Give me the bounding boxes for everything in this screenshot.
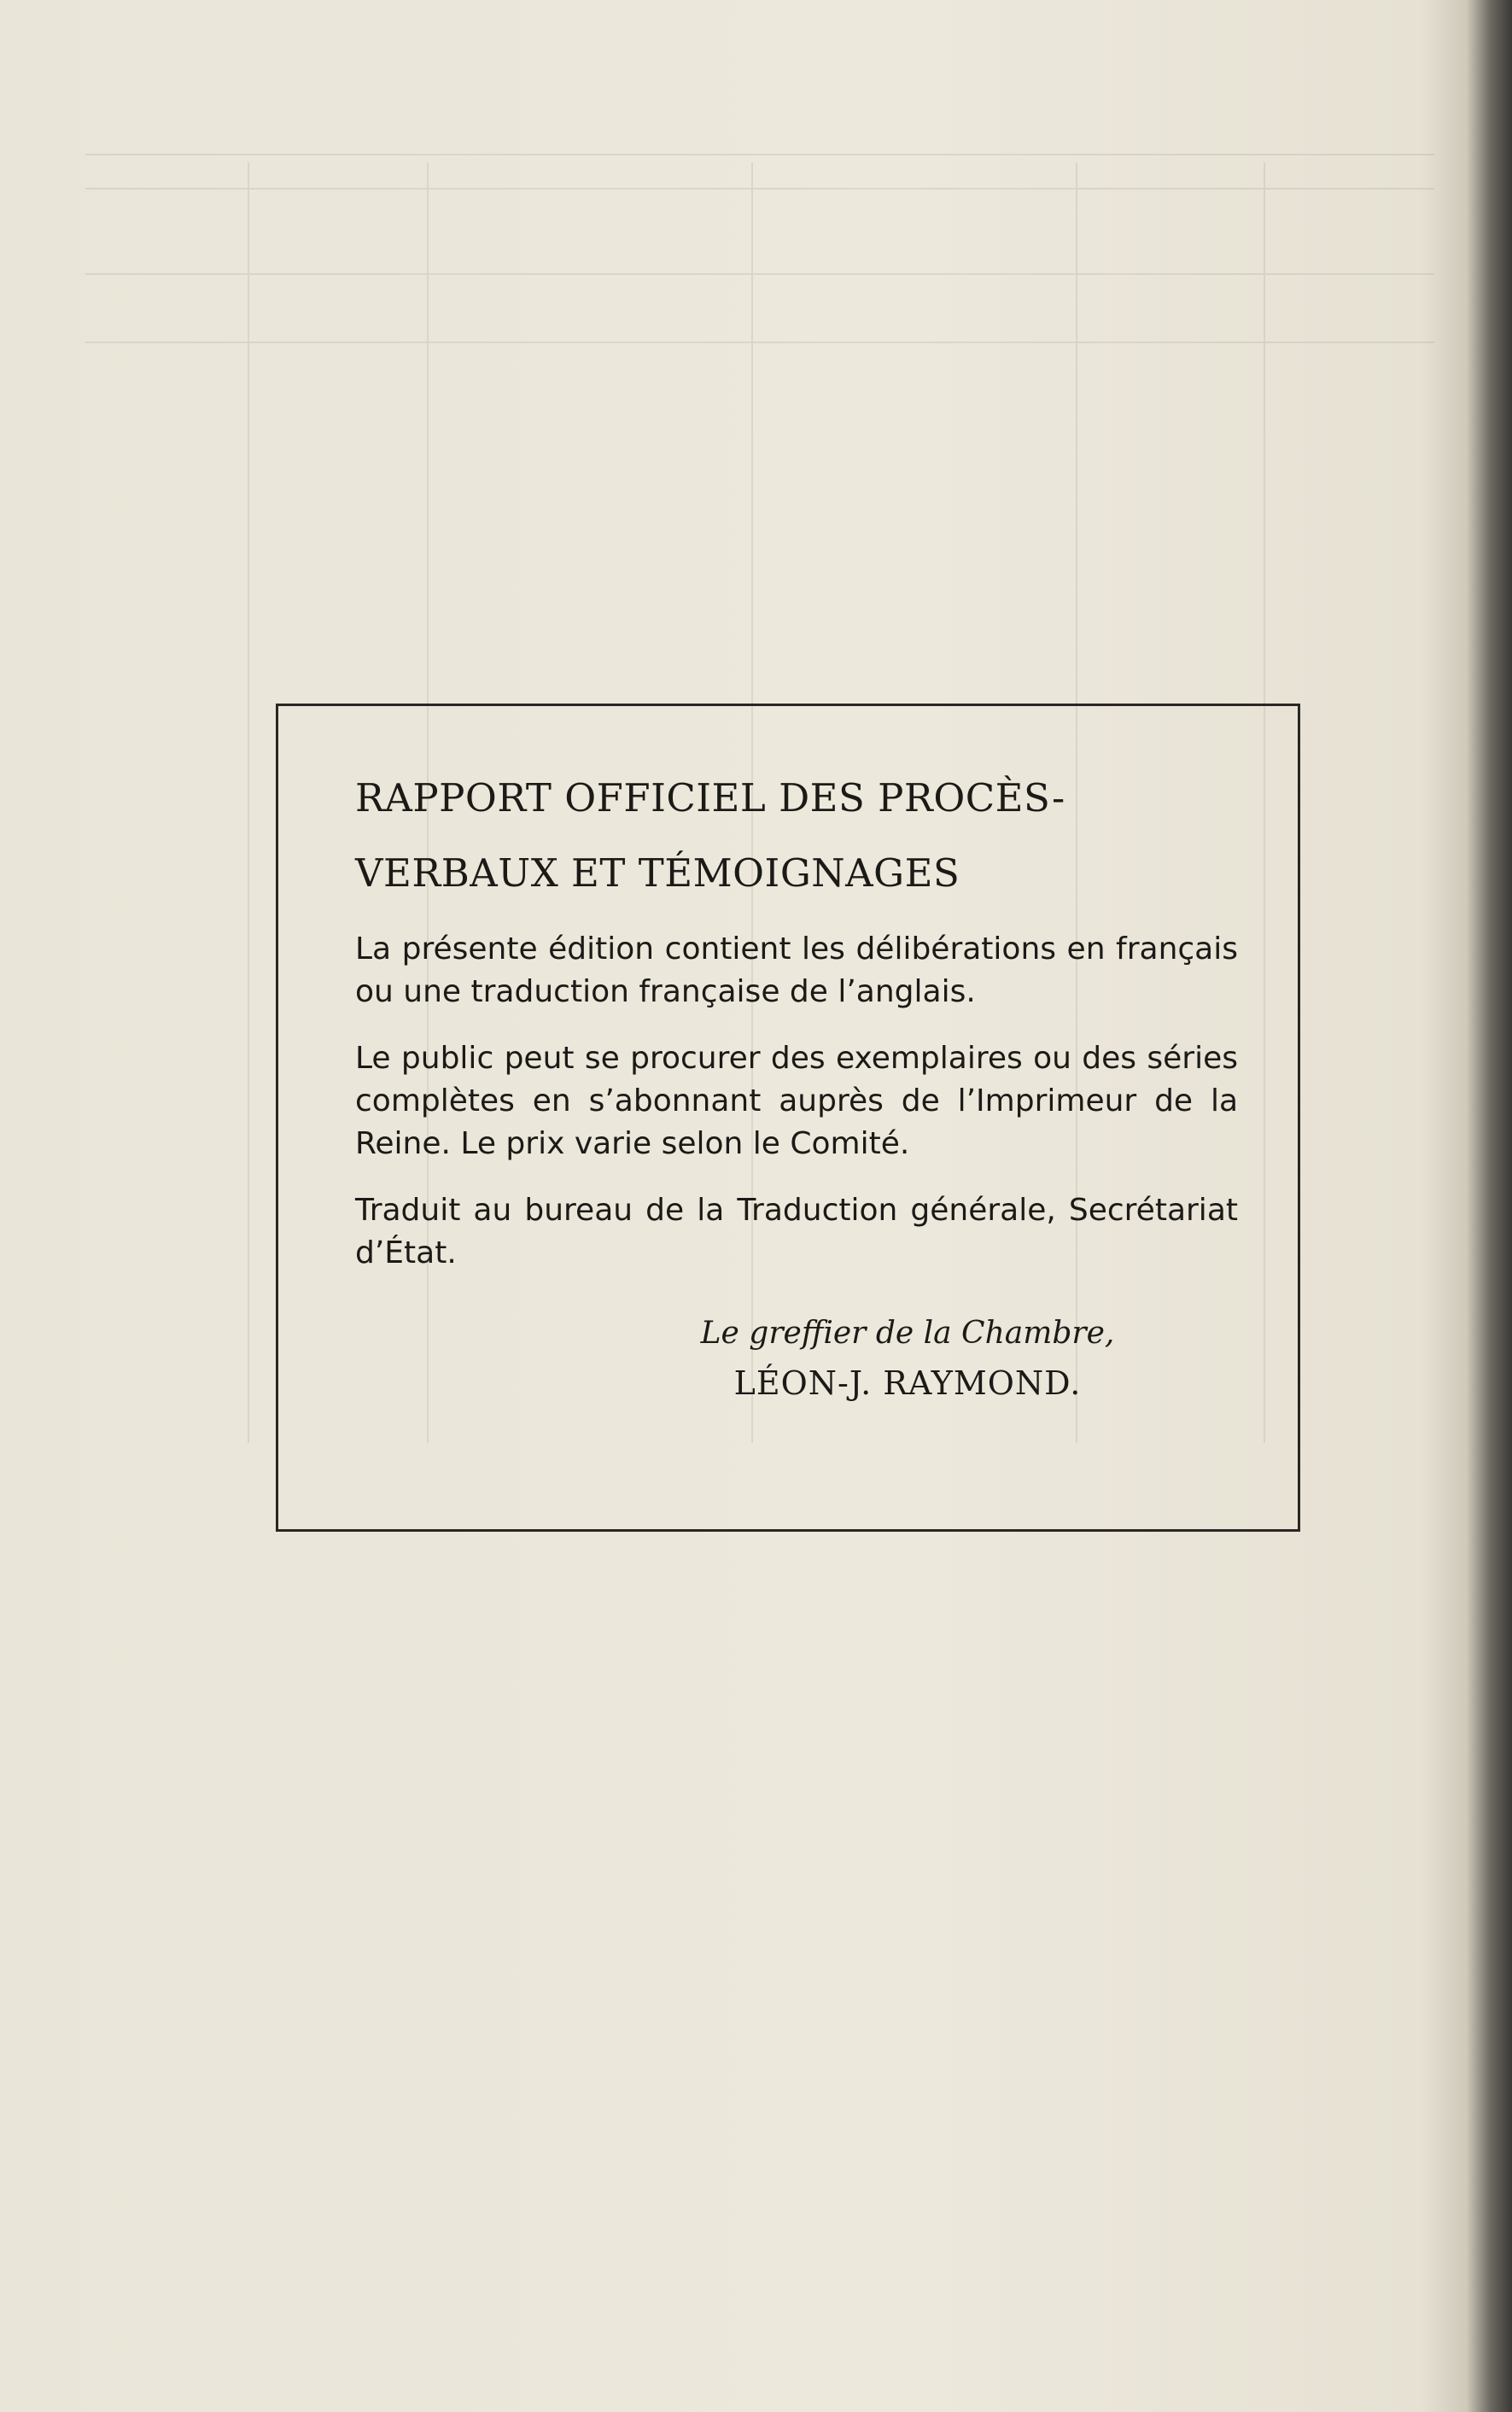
signature-name: LÉON-J. RAYMOND. bbox=[733, 1364, 1082, 1402]
signature-block bbox=[355, 1309, 1238, 1408]
notice-paragraph-translation: Traduit au bureau de la Traduction générale, Secrétariat d’État. bbox=[355, 1193, 1238, 1270]
notice-title bbox=[355, 761, 1238, 911]
notice-title-line-2: VERBAUX ET TÉMOIGNAGES bbox=[355, 850, 960, 896]
notice-paragraph-subscription: Le public peut se procurer des exemplaires ou des séries complètes en s’abonnant auprès de l’Imprimeur de la Reine. Le prix varie selon le Comité. bbox=[355, 1041, 1238, 1161]
notice-title-line-1: RAPPORT OFFICIEL DES PROCÈS- bbox=[355, 775, 1065, 821]
signature-role: Le greffier de la Chambre, bbox=[700, 1316, 1115, 1351]
notice-paragraph-edition: La présente édition contient les délibérations en français ou une traduction française de l’anglais. bbox=[355, 932, 1238, 1009]
official-report-notice-box bbox=[276, 704, 1300, 1532]
